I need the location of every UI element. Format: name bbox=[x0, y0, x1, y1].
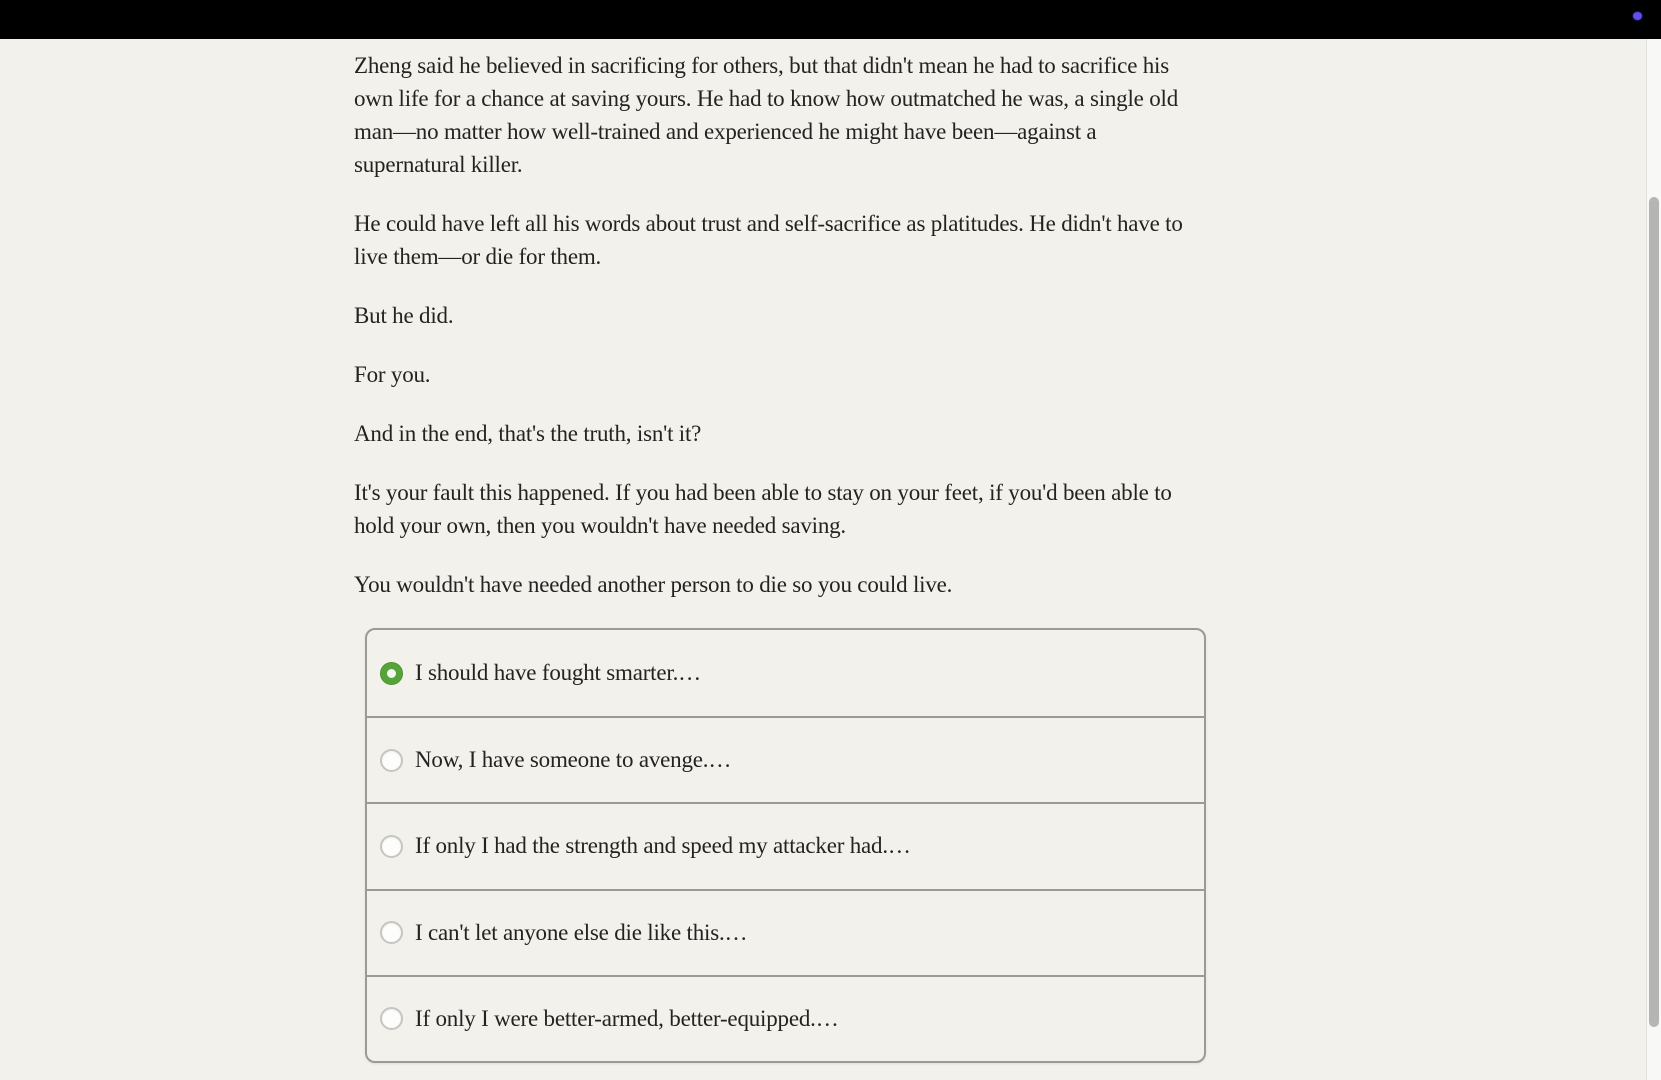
story-paragraph: You wouldn't have needed another person to die so you could live. bbox=[354, 572, 953, 597]
choice-label: If only I were better-armed, better-equipped.… bbox=[415, 1005, 839, 1031]
story-paragraph: For you. bbox=[354, 362, 431, 387]
story-paragraph: Zheng said he believed in sacrificing for others, but that didn't mean he had to sacrifice his own life for a chance at saving yours. He had to know how outmatched he was, a single old man—no matter how well-trained and experienced he might have been—against a supernatural killer. bbox=[354, 53, 1179, 177]
choice-label: I can't let anyone else die like this.… bbox=[415, 919, 748, 945]
choice-label: Now, I have someone to avenge.… bbox=[415, 747, 732, 773]
choice-option-1[interactable] bbox=[367, 630, 1204, 716]
choice-form bbox=[365, 628, 1206, 1063]
story-paragraph: It's your fault this happened. If you had been able to stay on your feet, if you'd been able to hold your own, then you wouldn't have needed saving. bbox=[354, 480, 1172, 538]
choice-label: I should have fought smarter.… bbox=[415, 660, 701, 686]
choice-option-3[interactable] bbox=[367, 802, 1204, 888]
choice-option-5[interactable] bbox=[367, 975, 1204, 1061]
radio-unselected-icon[interactable] bbox=[380, 749, 403, 772]
choice-label: If only I had the strength and speed my attacker had.… bbox=[415, 833, 911, 859]
story-paragraph: He could have left all his words about trust and self-sacrifice as platitudes. He didn't have to live them—or die for them. bbox=[354, 211, 1183, 269]
story-content bbox=[354, 39, 1212, 1063]
scrollbar[interactable] bbox=[1646, 39, 1661, 1080]
radio-unselected-icon[interactable] bbox=[380, 835, 403, 858]
radio-selected-icon[interactable] bbox=[380, 662, 403, 685]
top-bar bbox=[0, 0, 1661, 39]
story-paragraph: And in the end, that's the truth, isn't it? bbox=[354, 421, 702, 446]
status-indicator-dot bbox=[1633, 12, 1642, 20]
choice-option-2[interactable] bbox=[367, 716, 1204, 802]
scrollbar-thumb[interactable] bbox=[1649, 197, 1659, 1027]
radio-unselected-icon[interactable] bbox=[380, 1007, 403, 1030]
story-paragraph: But he did. bbox=[354, 303, 454, 328]
radio-unselected-icon[interactable] bbox=[380, 921, 403, 944]
choice-option-4[interactable] bbox=[367, 889, 1204, 975]
